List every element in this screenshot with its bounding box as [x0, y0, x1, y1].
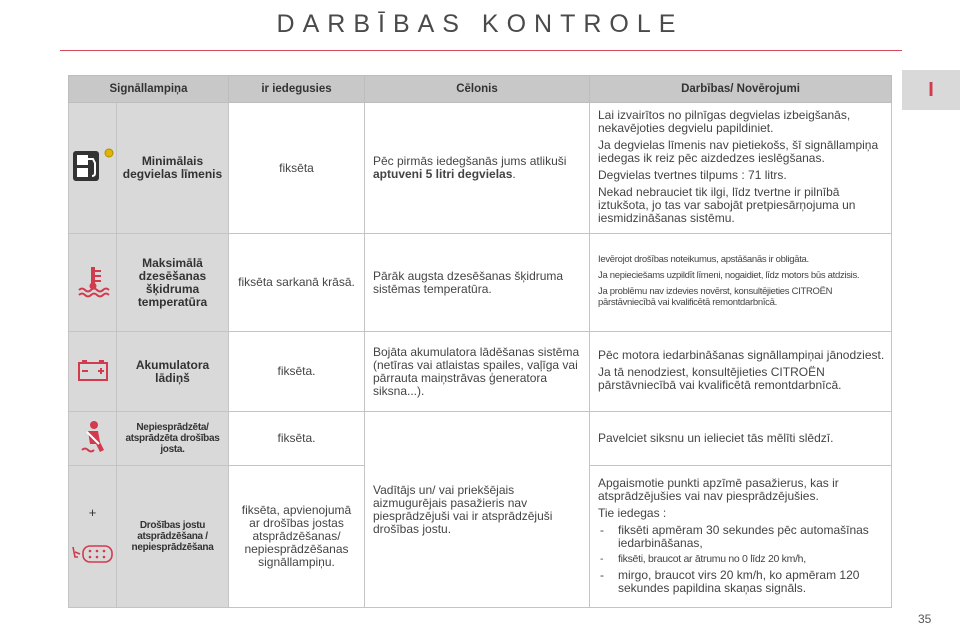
lamp-name: Maksimālā dzesēšanas šķidruma temperatūra — [117, 234, 229, 332]
lamp-actions: Lai izvairītos no pilnīgas degvielas izbeigšanās, nekavējoties degvielu papildiniet. Ja degvielas līmenis nav pietiekošs, šī signāllampiņa iedegas ik reiz pēc aizdedzes ieslēgšanas. Degvielas tvertnes tilpums : 71 litrs. Nekad nebrauciet tik ilgi, līdz tvertne ir pilnībā iztukšota, jo tas var sabojāt pretpiesārņojuma un iesmidzināšanas sistēmu. — [590, 103, 892, 234]
plus-sign: + — [88, 504, 97, 520]
list-item: - mirgo, braucot virs 20 km/h, ko apmēram 120 sekundes papildina skaņas signāls. — [598, 569, 885, 595]
page-number: 35 — [918, 612, 932, 626]
lamp-name: Nepiesprādzēta/ atsprādzēta drošības josta. — [117, 412, 229, 466]
column-header-lamp: Signāllampiņa — [69, 76, 229, 103]
lamp-cause: Pēc pirmās iedegšanās jums atlikuši aptuveni 5 litri degvielas. — [365, 103, 590, 234]
lamp-name: Akumulatora lādiņš — [117, 332, 229, 412]
lamp-cause: Bojāta akumulatora lādēšanas sistēma (netīras vai atlaistas spailes, vaļīga vai pārrauta maiņstrāvas ģeneratora siksna...). — [365, 332, 590, 412]
lamp-state: fiksēta. — [229, 332, 365, 412]
bullet-list — [598, 524, 885, 595]
table-row — [69, 412, 892, 466]
seatbelt-icon — [78, 420, 108, 454]
lamp-actions: Apgaismotie punkti apzīmē pasažierus, kas ir atsprādzējušies vai nav piesprādzējušies. Tie iedegas : - fiksēti apmēram 30 sekundes pēc automašīnas iedarbināšanas, - fiksēti, braucot ar ātrumu no 0 līdz 20 km/h, - mirgo, braucot virs 20 km/h, ko apmēram 120 sekundes papildina skaņas signāls. — [590, 466, 892, 608]
lamp-state: fiksēta sarkanā krāsā. — [229, 234, 365, 332]
lamp-cause: Pārāk augsta dzesēšanas šķidruma sistēmas temperatūra. — [365, 234, 590, 332]
title-divider — [60, 50, 902, 51]
table-row — [69, 234, 892, 332]
column-header-state: ir iedegusies — [229, 76, 365, 103]
fuel-pump-icon — [71, 145, 115, 189]
rear-seatbelt-display-icon — [71, 543, 115, 565]
page-title: DARBĪBAS KONTROLE — [276, 10, 684, 38]
column-header-cause: Cēlonis — [365, 76, 590, 103]
lamp-actions: Pavelciet siksnu un ielieciet tās mēlīti slēdzī. — [590, 412, 892, 466]
list-item: - fiksēti, braucot ar ātrumu no 0 līdz 20 km/h, — [598, 553, 885, 566]
list-item: - fiksēti apmēram 30 sekundes pēc automašīnas iedarbināšanas, — [598, 524, 885, 550]
warning-lamps-table — [68, 75, 892, 608]
lamp-actions: Pēc motora iedarbināšanas signāllampiņai jānodziest. Ja tā nenodziest, konsultējieties CITROËN pārstāvniecībā vai kvalificētā remontdarbnīcā. — [590, 332, 892, 412]
battery-icon — [77, 358, 109, 382]
lamp-actions: Ievērojot drošības noteikumus, apstāšanās ir obligāta. Ja nepieciešams uzpildīt līmeni, nogaidiet, līdz motors būs atdzisis. Ja problēmu nav izdevies novērst, konsultējieties CITROËN pārstāvniecībā vai kvalificētā remontdarbnīcā. — [590, 234, 892, 332]
lamp-name: Drošības jostu atsprādzēšana / nepiesprādzēšana — [117, 466, 229, 608]
fuel-lamp-cell — [69, 103, 117, 234]
coolant-lamp-cell — [69, 234, 117, 332]
lamp-state: fiksēta — [229, 103, 365, 234]
rear-seatbelt-lamp-cell — [69, 466, 117, 608]
table-row — [69, 332, 892, 412]
column-header-actions: Darbības/ Novērojumi — [590, 76, 892, 103]
seatbelt-lamp-cell — [69, 412, 117, 466]
battery-lamp-cell — [69, 332, 117, 412]
lamp-state: fiksēta, apvienojumā ar drošības jostas atsprādzēšanas/ nepiesprādzēšanas signāllampiņu. — [229, 466, 365, 608]
coolant-temperature-icon — [76, 264, 110, 298]
lamp-name: Minimālais degvielas līmenis — [117, 103, 229, 234]
table-row — [69, 103, 892, 234]
lamp-cause: Vadītājs un/ vai priekšējais aizmugurējais pasažieris nav piesprādzējuši vai ir atsprādzējuši drošības jostu. — [365, 412, 590, 608]
chapter-tab[interactable]: I — [902, 70, 960, 110]
lamp-state: fiksēta. — [229, 412, 365, 466]
table-header-row — [69, 76, 892, 103]
